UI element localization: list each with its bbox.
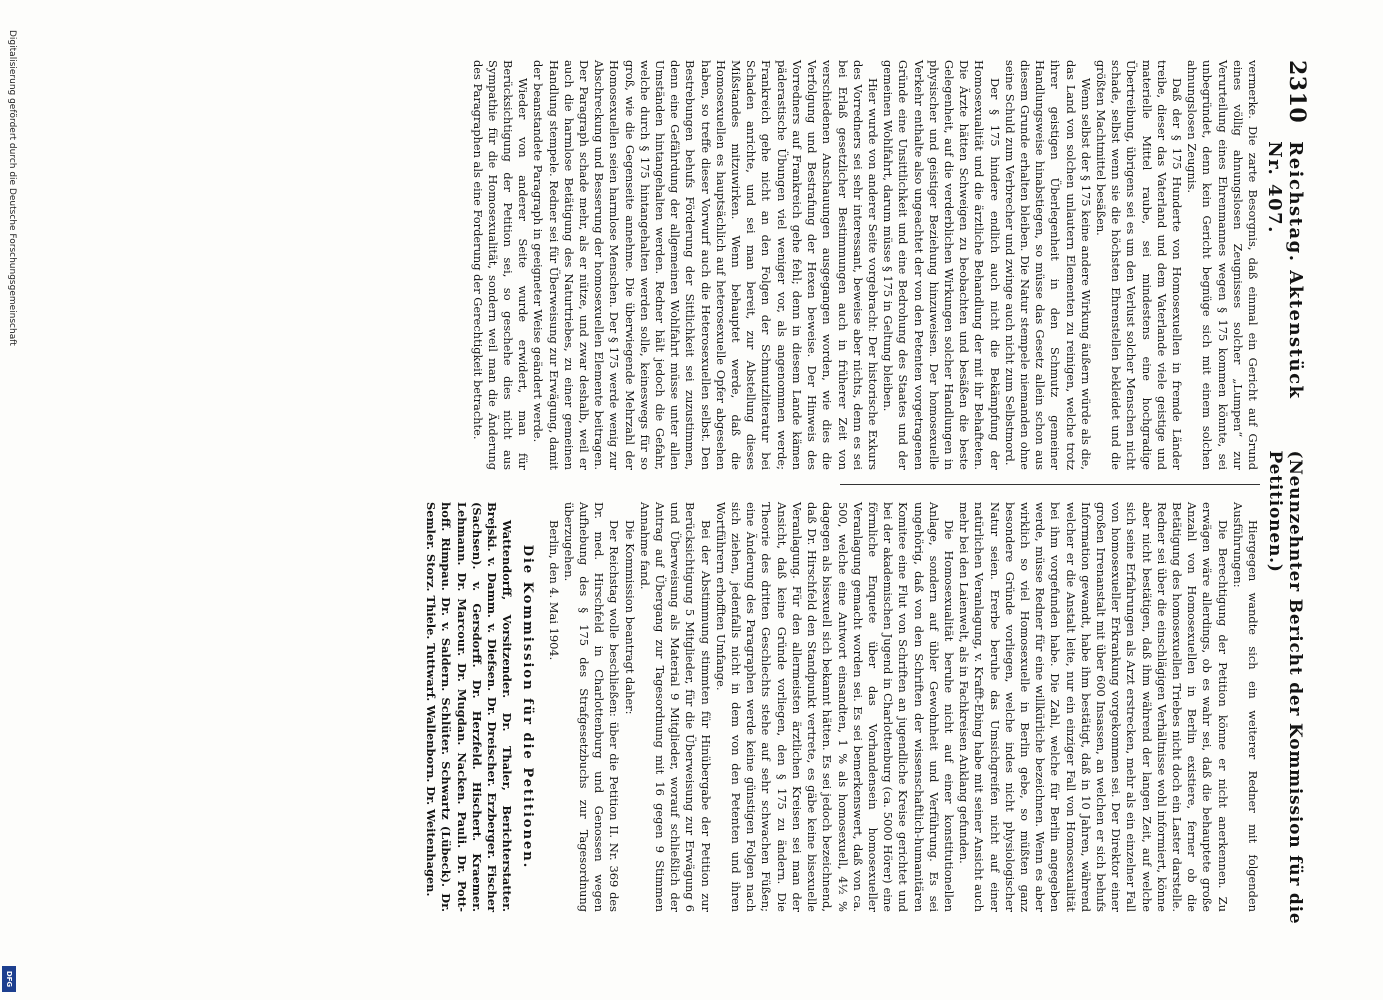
date-line: Berlin, den 4. Mai 1904. <box>546 520 561 661</box>
page-header <box>1264 60 1310 940</box>
right-column <box>423 502 1260 912</box>
paragraph: Wenn selbst der § 175 keine andere Wirkung äußern würde als die, das Land von solchen unlautern Elementen zu reinigen, welche trotz ihrer geistigen Überlegenheit in den Schmutz gemeiner Handlungsweise hinabstiegen, so müsse das Gesetz allein schon aus diesem Grunde erhalten bleiben. Die Natur stempele niemanden ohne seine Schuld zum Verbrecher und zwinge auch nicht zum Selbstmord. <box>1002 60 1093 470</box>
paragraph: Hiergegen wandte sich ein weiterer Redner mit folgenden Ausführungen: <box>1230 502 1260 912</box>
dfg-logo-icon: DFG <box>2 966 16 992</box>
paragraph: vermerke. Die zarte Besorgnis, daß einmal ein Gericht auf Grund eines völlig ahnungslosen Zeugnisses solcher „Lumpen“ zur Verurteilung eines Ehrenmannes wegen § 175 kommen könnte, sei unbegründet, denn kein Gericht begnüge sich mit einem solchen ahnungslosen Zeugnis. <box>1185 60 1260 470</box>
rotated-document <box>65 60 1310 940</box>
signature-heading: Die Kommission für die Petitionen. <box>520 544 536 870</box>
member-list: Wattendorff, Vorsitzender. Dr. Thaler, Berichterstatter. Brejski. v. Damm. v. Diefsen. Dr. Dreischer. Erzberger. Fischer (Sachsen). v. Gersdorff. Dr. Herzfeld. Hischert. Kraemer. Lehmann. Dr. Marcour. Dr. Mugdan. Nacken. Pauli. Dr. Potthoff. Rimpau. Dr. v. Saldern. Schlüter. Schwartz (Lübeck). Dr. Semler. Storz. Thiele. Tuttwarf. Wallenborn. Dr. Weitenhagen. <box>424 502 515 912</box>
left-column <box>469 60 1260 470</box>
page-subtitle: (Neunzehnter Bericht der Kommission für die Petitionen.) <box>1265 450 1305 925</box>
paragraph: Der § 175 hindere endlich auch nicht die Bekämpfung der Homosexualität und die ärztliche Behandlung der mit ihr Behafteten. Die Ärzte hätten Schweigen zu beobachten und besäßen die beste Gelegenheit, auf die verderblichen Wirkungen solcher Handlungen in physischer und geistiger Beziehung hinzuweisen. Der homosexuelle Verkehr enthalte also ungeachtet der von den Petenten vorgetragenen Gründe eine Unsittlichkeit und eine Bedrohung des Staates und der gemeinen Wohlfahrt, darum müsse § 175 in Geltung bleiben. <box>881 60 1002 470</box>
paragraph: Daß der § 175 Hunderte von Homosexuellen in fremde Länder treibe, dieser das Vaterland und dem Vaterlande viele geistige und materielle Mittel raube, sei mindestens eine hochgradige Übertreibung, übrigens sei es um den Verlust solcher Menschen nicht schade, selbst wenn sie die höchsten Ehrenstellen bekleidet und die größten Machtmittel besäßen. <box>1093 60 1184 470</box>
paragraph: Die Homosexualität beruhe nicht auf einer konstitutionellen Anlage, sondern auf übler Gewohnheit und Verführung. Es sei ungehörig, daß von den Schriften der wissenschaftlich-humanitären Komitee eine Flut von Schriften an jugendliche Kreise gerichtet und bei der akademischen Jugend in Charlottenburg (ca. 5000 Hörer) eine förmliche Enquete über das Vorhandensein homosexueller Veranlagung gemacht worden sei. Es sei bemerkenswert, daß von ca. 500, welche eine Antwort einsandten, 1 % als homosexuell, 4½ % dagegen als bisexuell sich bekannt hätten. Es sei jedoch bezeichnend, daß Dr. Hirschfeld den Standpunkt vertrete, es gäbe keine bisexuelle Veranlagung. Für den allermeisten ärztlichen Kreisen sei man der Ansicht, daß keine Gründe vorliegen, den § 175 zu ändern. Die Theorie des dritten Geschlechts stehe auf sehr schwachen Füßen; eine Änderung des Paragraphen werde keine günstigen Folgen nach sich ziehen, jedenfalls nicht in dem von den Petenten und ihren Wortführern erhofften Umfange. <box>713 502 956 912</box>
digitization-credit <box>4 30 18 990</box>
paragraph: Die Kommission beantragt daher: <box>622 520 637 715</box>
page-title: Reichstag. Aktenstück Nr. 407. <box>1264 141 1306 400</box>
paragraph: Die Berechtigung der Petition könne er nicht anerkennen. Zu erwägen wäre allerdings, ob es wahr sei, daß die behauptete große Anzahl von Homosexuellen in Berlin existiere, ferner ob die Betätigung des homosexuellen Triebes nicht doch ein Laster darstelle. Redner sei über die einschlägigen Verhältnisse wohl informiert, könne aber nicht bestätigen, daß ihm während der langen Zeit, auf welche sich seine Erfahrungen als Arzt erstrecken, mehr als ein einzelner Fall von homosexueller Erkrankung vorgekommen sei. Der Direktor einer großen Irrenanstalt mit über 600 Insassen, an welchen er sich behufs Information gewandt, habe ihm bestätigt, daß in 10 Jahren, während welcher er die Anstalt leite, nur ein einziger Fall von Homosexualität bei ihm vorgefunden habe. Die Zahl, welche für Berlin angegeben werde, müsse Redner für eine willkürliche bezeichnen. Wenn es aber wirklich so viel Homosexuelle in Berlin gebe, so müßten ganz besondere Gründe vorliegen, welche indes nicht physiologischer Natur seien. Ererbe beruhe das Umsichgreifen nicht auf einer natürlichen Veranlagung, v. Krafft-Ebing habe mit seiner Ansicht auch mehr bei den Laienwelt, als in Fachkreisen Anklang gefunden. <box>957 502 1230 912</box>
paragraph: Bei der Abstimmung stimmten für Hinübergabe der Petition zur Berücksichtigung 5 Mitglieder, für die Überweisung zur Erwägung 6 und Überweisung als Material 9 Mitglieder, worauf schließlich der Antrag auf Übergang zur Tagesordnung mit 16 gegen 9 Stimmen Annahme fand. <box>637 502 713 912</box>
resolution: Der Reichstag wolle beschließen: über die Petition II. Nr. 369 des Dr. med. Hirschfeld in Charlottenburg und Genossen wegen Aufhebung des § 175 des Strafgesetzbuchs zur Tagesordnung überzugehen. <box>561 502 622 912</box>
paragraph: Wieder von anderer Seite wurde erwidert, man für Berücksichtigung der Petition sei, so geschehe dies nicht aus Sympathie für die Homosexualität, sondern weil man die Änderung des Paragraphen als eine Forderung der Gerechtigkeit betrachte. <box>470 60 531 470</box>
credit-text: Digitalisierung gefördert durch die Deutsche Forschungsgemeinschaft <box>7 30 17 346</box>
paragraph: Hier wurde von anderer Seite vorgebracht: Der historische Exkurs des Vorredners sei sehr interessant, beweise aber nichts, denn es sei bei Erlaß gesetzlicher Bestimmungen auch in früherer Zeit von verschiedenen Anschauungen ausgegangen worden, wie dies die Verfolgung und Bestrafung der Hexen beweise. Der Hinweis des Vorredners auf Frankreich gehe fehl; denn in diesem Lande kämen päderastische Übungen viel weniger vor, als angenommen werde; Frankreich gehe nicht an den Folgen der Schmutzliteratur bei Schaden anrichte, und sei man bereit, zur Abstellung dieses Mißstandes mitzuwirken. Wenn behauptet werde, daß die Homosexuellen es hauptsächlich auf heterosexuelle Opfer abgesehen haben, so treffe dieser Vorwurf auch die Heterosexuellen selbst. Den Bestrebungen behufs Förderung der Sittlichkeit sei zuzustimmen, denn eine Gefährdung der allgemeinen Wohlfahrt müsse unter allen Umständen hintangehalten werden. Redner hält jedoch die Gefahr, welche durch § 175 hintangehalten werden solle, keineswegs für so groß, wie die Gegenseite annehme. Die überwiegende Mehrzahl der Homosexuellen seien harmlose Menschen. Der § 175 werde wenig zur Abschreckung und Besserung der homosexuellen Elemente beitragen. Der Paragraph schade mehr, als er nütze, und zwar deshalb, weil er auch die harmlose Betätigung des Naturtriebes, zu einer gemeinen Handlung stempele. Redner sei für Überweisung zur Erwägung, damit der beanstandete Paragraph in geeigneter Weise geändert werde. <box>531 60 880 470</box>
column-divider <box>840 484 1260 485</box>
page-number: 2310 <box>1284 60 1310 124</box>
